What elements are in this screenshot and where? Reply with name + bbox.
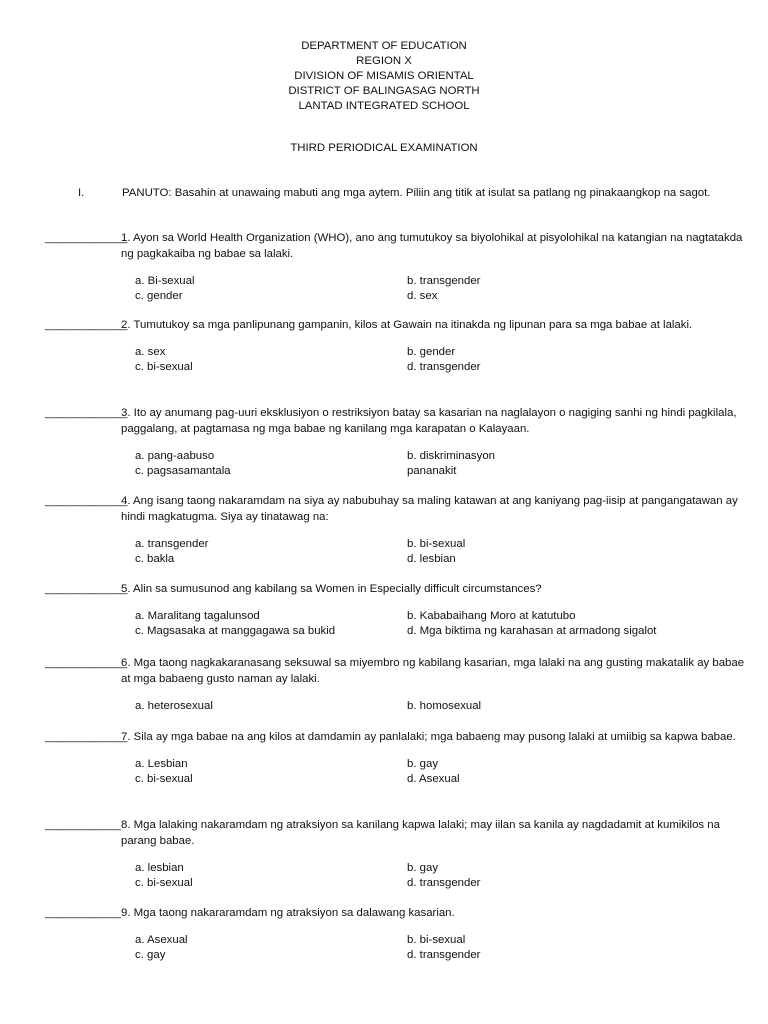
option-a: a. transgender (135, 538, 209, 550)
option-b: b. Kababaihang Moro at katutubo (407, 610, 576, 622)
question-3 (45, 405, 745, 479)
answer-blank[interactable]: _____________ (45, 731, 128, 743)
option-d: d. Mga biktima ng karahasan at armadong sigalot (407, 625, 657, 637)
answer-blank[interactable]: _____________ (45, 407, 128, 419)
options (135, 861, 745, 891)
question-4 (45, 493, 745, 567)
question-stem: 2. Tumutukoy sa mga panlipunang gampanin, kilos at Gawain na itinakda ng lipunan para sa mga babae at lalaki. (121, 319, 693, 331)
option-d: d. transgender (407, 949, 481, 961)
option-d: d. transgender (407, 877, 481, 889)
option-d: d. transgender (407, 361, 481, 373)
option-b: b. bi-sexual (407, 934, 466, 946)
options (135, 699, 745, 714)
header-division: DIVISION OF MISAMIS ORIENTAL (294, 70, 474, 82)
option-b: b. diskriminasyon (407, 450, 495, 462)
answer-blank[interactable]: _____________ (45, 495, 128, 507)
question-9 (45, 905, 745, 963)
options (135, 449, 745, 479)
option-b: b. gay (407, 758, 439, 770)
question-stem: 3. Ito ay anumang pag-uuri eksklusiyon o restriksiyon batay sa kasarian na naglalayon o nagiging sanhi ng hindi pagkilala, paggalang, at pagtamasa ng mga babae ng kanilang mga karapatan o Kalayaan. (121, 407, 737, 435)
question-5 (45, 581, 745, 639)
question-7 (45, 729, 745, 787)
option-c: c. gender (135, 290, 183, 302)
option-d: pananakit (407, 465, 457, 477)
question-stem: 7. Sila ay mga babae na ang kilos at damdamin ay panlalaki; mga babaeng may pusong lalaki at umiibig sa kapwa babae. (121, 731, 736, 743)
question-stem: 8. Mga lalaking nakaramdam ng atraksiyon sa kanilang kapwa lalaki; may iilan sa kanila ay nagdadamit at kumikilos na parang babae. (121, 819, 720, 847)
answer-blank[interactable]: ____________ (45, 819, 122, 831)
option-b: b. gender (407, 346, 456, 358)
answer-blank[interactable]: _____________ (45, 583, 128, 595)
options (135, 757, 745, 787)
option-c: c. bi-sexual (135, 773, 193, 785)
question-stem: 1. Ayon sa World Health Organization (WHO), ano ang tumutukoy sa biyolohikal at pisyolohikal na katangian na nagtatakda ng pagkakaiba ng babae sa lalaki. (121, 232, 743, 260)
option-a: a. Maralitang tagalunsod (135, 610, 260, 622)
question-1 (45, 230, 745, 304)
answer-blank[interactable]: _____________ (45, 657, 128, 669)
header-school: LANTAD INTEGRATED SCHOOL (298, 100, 470, 112)
options (135, 933, 745, 963)
answer-blank[interactable]: _____________ (45, 232, 128, 244)
options (135, 609, 745, 639)
option-d: d. Asexual (407, 773, 460, 785)
options (135, 345, 745, 375)
option-d: d. lesbian (407, 553, 456, 565)
option-a: a. Bi-sexual (135, 275, 195, 287)
option-b: b. transgender (407, 275, 481, 287)
option-c: c. bakla (135, 553, 175, 565)
option-c: c. Magsasaka at manggagawa sa bukid (135, 625, 336, 637)
option-a: a. Asexual (135, 934, 188, 946)
answer-blank[interactable]: _____________ (45, 319, 128, 331)
question-6 (45, 655, 745, 714)
instruction-text: PANUTO: Basahin at unawaing mabuti ang mga aytem. Piliin ang titik at isulat sa patlang ng pinakaangkop na sagot. (122, 187, 711, 199)
exam-title: THIRD PERIODICAL EXAMINATION (290, 142, 478, 154)
option-b: b. bi-sexual (407, 538, 466, 550)
option-a: a. lesbian (135, 862, 184, 874)
option-b: b. gay (407, 862, 439, 874)
option-c: c. pagsasamantala (135, 465, 231, 477)
question-2 (45, 317, 745, 375)
question-stem: 6. Mga taong nagkakaranasang seksuwal sa miyembro ng kabilang kasarian, mga lalaki na ang gusting makatalik ay babae at mga babaeng gusto naman ay lalaki. (121, 657, 745, 685)
instruction-number: I. (78, 187, 85, 199)
question-8 (45, 817, 745, 891)
option-a: a. heterosexual (135, 700, 213, 712)
school-header (0, 39, 768, 114)
option-c: c. bi-sexual (135, 877, 193, 889)
header-district: DISTRICT OF BALINGASAG NORTH (288, 85, 480, 97)
options (135, 537, 745, 567)
question-stem: 9. Mga taong nakararamdam ng atraksiyon sa dalawang kasarian. (121, 907, 455, 919)
option-b: b. homosexual (407, 700, 482, 712)
answer-blank[interactable]: ____________ (45, 907, 122, 919)
question-stem: 4. Ang isang taong nakaramdam na siya ay nabubuhay sa maling katawan at ang kaniyang pag-iisip at pangangatawan ay hindi magkatugma. Siya ay tinatawag na: (121, 495, 738, 523)
option-c: c. gay (135, 949, 166, 961)
option-c: c. bi-sexual (135, 361, 193, 373)
option-d: d. sex (407, 290, 438, 302)
option-a: a. pang-aabuso (135, 450, 215, 462)
question-stem: 5. Alin sa sumusunod ang kabilang sa Women in Especially difficult circumstances? (121, 583, 542, 595)
header-region: REGION X (356, 55, 412, 67)
option-a: a. Lesbian (135, 758, 188, 770)
option-a: a. sex (135, 346, 166, 358)
options (135, 274, 745, 304)
header-department: DEPARTMENT OF EDUCATION (301, 40, 467, 52)
